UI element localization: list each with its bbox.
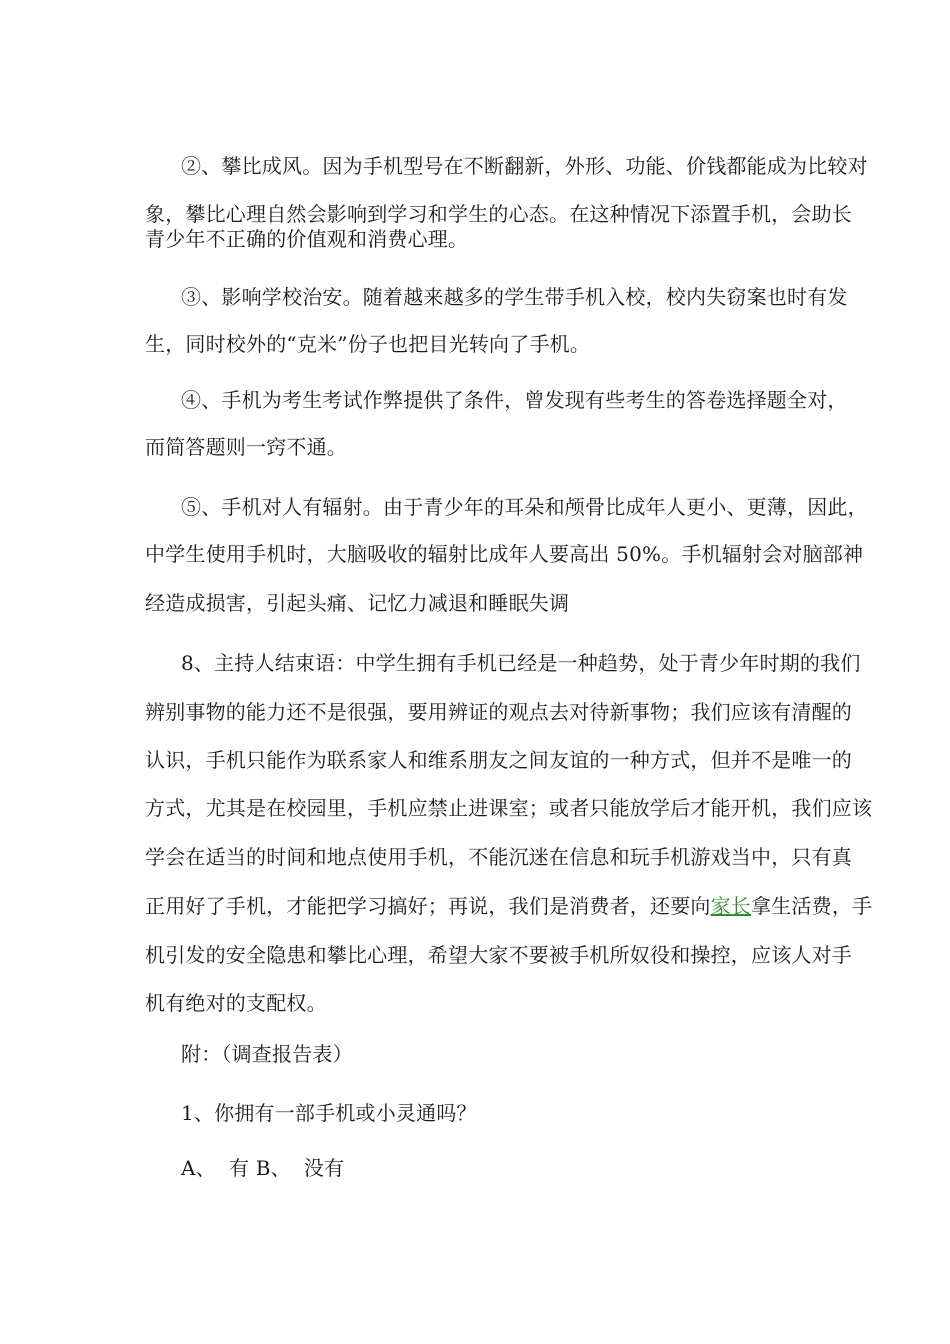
paragraph-5-line-2: 中学生使用手机时，大脑吸收的辐射比成年人要高出 50%。手机辐射会对脑部神: [145, 542, 864, 566]
paragraph-3-line-2: 生，同时校外的“克米”份子也把目光转向了手机。: [145, 332, 591, 356]
survey-question-1: 1、你拥有一部手机或小灵通吗？: [181, 1101, 477, 1125]
appendix-heading: 附：（调查报告表）: [181, 1042, 353, 1066]
paragraph-8-line-7: 机引发的安全隐患和攀比心理，希望大家不要被手机所奴役和操控，应该人对手: [145, 943, 852, 967]
paragraph-5-line-1: ⑤、手机对人有辐射。由于青少年的耳朵和颅骨比成年人更小、更薄，因此，: [181, 495, 868, 519]
paragraph-3-line-1: ③、影响学校治安。随着越来越多的学生带手机入校，校内失窃案也时有发: [181, 285, 848, 309]
paragraph-8-line-8: 机有绝对的支配权。: [145, 991, 327, 1015]
paragraph-8-line-4: 方式，尤其是在校园里，手机应禁止进课室；或者只能放学后才能开机，我们应该: [145, 796, 873, 820]
paragraph-2-line-3: 青少年不正确的价值观和消费心理。: [145, 227, 469, 251]
survey-question-1-options: A、 有 B、 没有: [181, 1156, 345, 1180]
paragraph-2-line-1: ②、攀比成风。因为手机型号在不断翻新，外形、功能、价钱都能成为比较对: [181, 154, 868, 178]
paragraph-8-line-6: [145, 893, 873, 919]
paragraph-4-line-1: ④、手机为考生考试作弊提供了条件，曾发现有些考生的答卷选择题全对，: [181, 388, 848, 412]
paragraph-5-line-3: 经造成损害，引起头痛、记忆力减退和睡眠失调: [145, 591, 570, 615]
paragraph-8-line-5: 学会在适当的时间和地点使用手机，不能沉迷在信息和玩手机游戏当中，只有真: [145, 845, 852, 869]
paragraph-8-line-2: 辨别事物的能力还不是很强，要用辨证的观点去对待新事物；我们应该有清醒的: [145, 700, 852, 724]
paragraph-8-line-6-before: 正用好了手机，才能把学习搞好；再说，我们是消费者，还要向: [145, 894, 711, 918]
paragraph-2-line-2: 象，攀比心理自然会影响到学习和学生的心态。在这种情况下添置手机，会助长: [145, 202, 852, 226]
parent-link[interactable]: 家长: [710, 894, 752, 918]
paragraph-8-line-1: 8、主持人结束语：中学生拥有手机已经是一种趋势，处于青少年时期的我们: [181, 651, 861, 675]
paragraph-8-line-3: 认识，手机只能作为联系家人和维系朋友之间友谊的一种方式，但并不是唯一的: [145, 748, 852, 772]
paragraph-4-line-2: 而简答题则一窍不通。: [145, 435, 347, 459]
paragraph-8-line-6-after: 拿生活费，手: [751, 894, 873, 918]
